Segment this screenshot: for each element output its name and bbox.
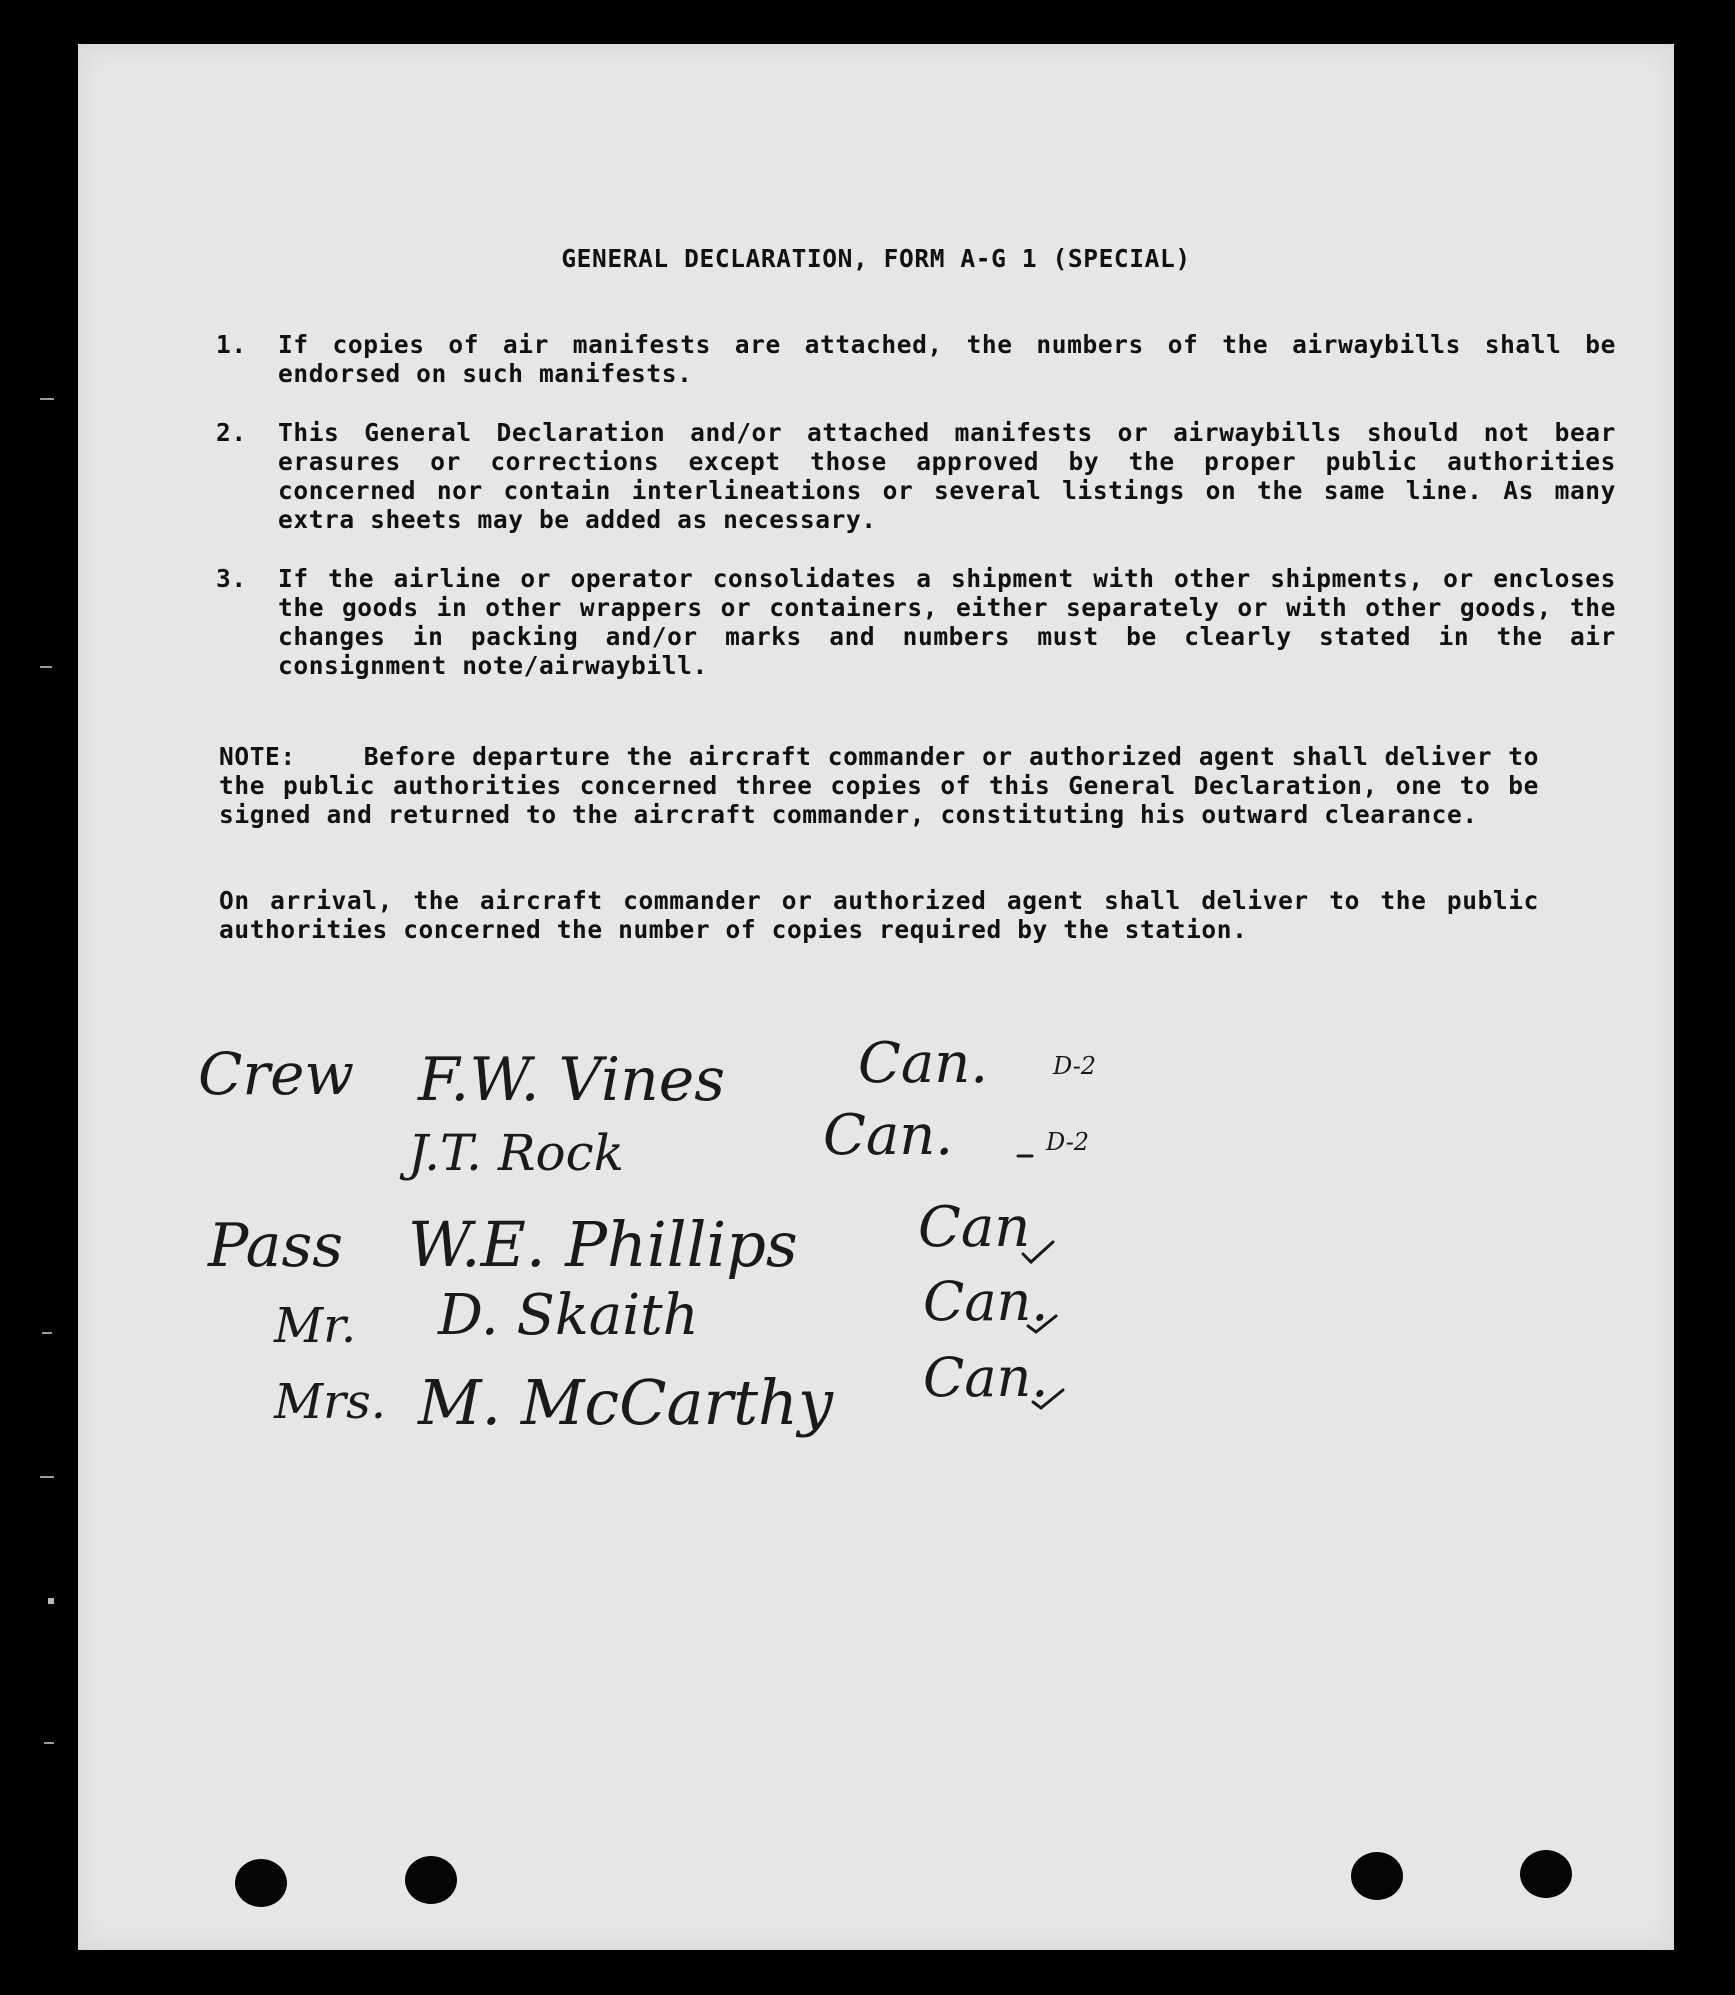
handwritten-manifest <box>78 974 1674 1494</box>
scan-edge-mark <box>48 1598 54 1604</box>
punch-hole <box>1351 1852 1403 1900</box>
passenger-name: W.E. Phillips <box>408 1208 798 1281</box>
item-number: 3. <box>216 564 247 593</box>
passenger-name: D. Skaith <box>438 1283 699 1348</box>
document-page <box>78 44 1674 1950</box>
arrival-paragraph: On arrival, the aircraft commander or authorized agent shall deliver to the public authorities concerned the number of copies required by the station. <box>219 886 1539 944</box>
scan-edge-mark <box>40 666 52 668</box>
punch-hole <box>405 1856 457 1904</box>
document-title: GENERAL DECLARATION, FORM A-G 1 (SPECIAL) <box>561 244 1191 273</box>
passenger-title: Mrs. <box>274 1374 386 1430</box>
scan-edge-mark <box>40 1476 54 1478</box>
crew-name: J.T. Rock <box>408 1124 624 1182</box>
punch-hole <box>235 1859 287 1907</box>
crew-nationality: Can. <box>858 1031 989 1096</box>
item-text: This General Declaration and/or attached manifests or airwaybills should not bear erasures or corrections except those approved by the proper public authorities concerned nor contain interlineations or several listings on the same line. As many extra sheets may be added as necessary. <box>278 418 1616 534</box>
crew-name: F.W. Vines <box>418 1045 726 1115</box>
item-text: If copies of air manifests are attached, the numbers of the airwaybills shall be endorsed on such manifests. <box>278 330 1616 388</box>
passenger-title: Mr. <box>274 1298 357 1354</box>
crew-mark: D-2 <box>1053 1052 1097 1080</box>
note-paragraph <box>219 742 1539 829</box>
crew-nationality: Can. <box>823 1103 954 1168</box>
list-item <box>216 330 1616 388</box>
note-text: Before departure the aircraft commander or authorized agent shall deliver to the public authorities concerned three copies of this General Declaration, one to be signed and returned to the aircraft commander, constituting his outward clearance. <box>219 742 1539 829</box>
punch-hole <box>1520 1850 1572 1898</box>
crew-label: Crew <box>198 1040 355 1108</box>
pass-label: Pass <box>208 1211 344 1281</box>
crew-mark: D-2 <box>1046 1128 1090 1156</box>
note-label: NOTE: <box>219 742 296 771</box>
scan-edge-mark <box>40 398 54 400</box>
list-item <box>216 564 1616 680</box>
passenger-nationality: Can. <box>923 1270 1049 1333</box>
passenger-nationality: Can <box>918 1195 1031 1260</box>
passenger-nationality: Can. <box>923 1346 1049 1409</box>
scan-edge-mark <box>44 1742 54 1744</box>
list-item <box>216 418 1616 534</box>
item-number: 2. <box>216 418 247 447</box>
passenger-name: M. McCarthy <box>418 1366 834 1439</box>
item-text: If the airline or operator consolidates a shipment with other shipments, or encloses the goods in other wrappers or containers, either separately or with other goods, the changes in packing and/or marks and numbers must be clearly stated in the air consignment note/airwaybill. <box>278 564 1616 680</box>
scan-edge-mark <box>42 1332 52 1334</box>
item-number: 1. <box>216 330 247 359</box>
